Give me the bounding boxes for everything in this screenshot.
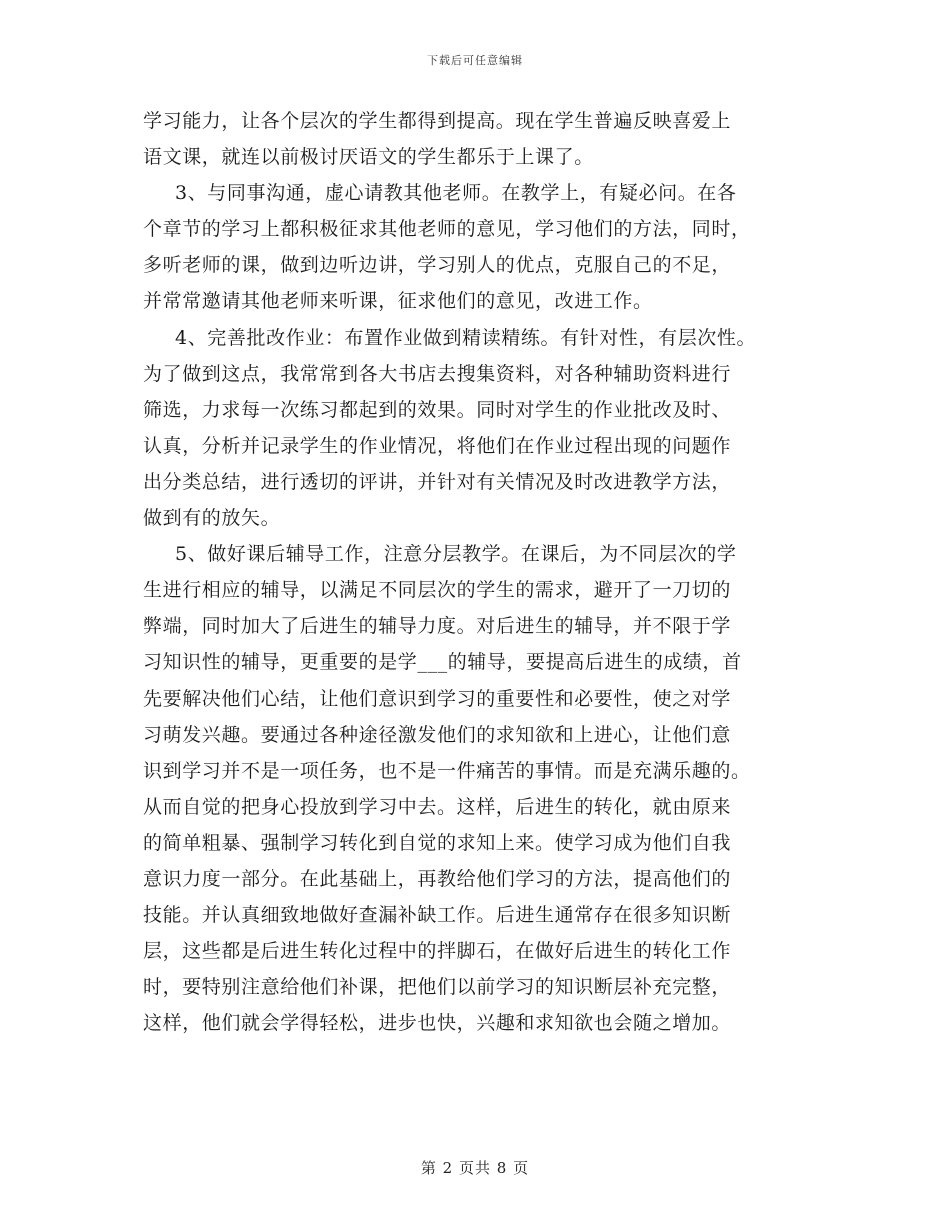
paragraph-3-start: 3、与同事沟通，虚心请教其他老师。在教学上，有疑必问。在各 xyxy=(175,182,737,205)
text-line: 为了做到这点，我常常到各大书店去搜集资料，对各种辅助资料进行 xyxy=(143,362,732,385)
text-line: 的简单粗暴、强制学习转化到自觉的求知上来。使学习成为他们自我 xyxy=(143,831,732,854)
page-header: 下载后可任意编辑 xyxy=(427,54,523,67)
text-line: 认真，分析并记录学生的作业情况，将他们在作业过程出现的问题作 xyxy=(143,434,732,457)
text-line: 筛选，力求每一次练习都起到的效果。同时对学生的作业批改及时、 xyxy=(143,398,732,421)
text-line: 层，这些都是后进生转化过程中的拌脚石，在做好后进生的转化工作 xyxy=(143,940,732,963)
text-line: 技能。并认真细致地做好查漏补缺工作。后进生通常存在很多知识断 xyxy=(143,904,732,927)
text-line: 出分类总结，进行透切的评讲，并针对有关情况及时改进教学方法， xyxy=(143,470,732,493)
text-line: 意识力度一部分。在此基础上，再教给他们学习的方法，提高他们的 xyxy=(143,867,732,890)
text-line: 弊端，同时加大了后进生的辅导力度。对后进生的辅导，并不限于学 xyxy=(143,615,732,638)
paragraph-4-start: 4、完善批改作业：布置作业做到精读精练。有针对性，有层次性。 xyxy=(175,326,757,349)
text-line: 个章节的学习上都积极征求其他老师的意见，学习他们的方法，同时， xyxy=(143,218,751,241)
document-body xyxy=(143,103,833,1041)
paragraph-5-start: 5、做好课后辅导工作，注意分层教学。在课后，为不同层次的学 xyxy=(175,543,737,566)
text-line: 做到有的放矢。 xyxy=(143,507,281,530)
text-line: 多听老师的课，做到边听边讲，学习别人的优点，克服自己的不足， xyxy=(143,254,732,277)
text-line: 习萌发兴趣。要通过各种途径激发他们的求知欲和上进心，让他们意 xyxy=(143,723,732,746)
text-line: 语文课，就连以前极讨厌语文的学生都乐于上课了。 xyxy=(143,146,594,169)
text-line: 生进行相应的辅导，以满足不同层次的学生的需求，避开了一刀切的 xyxy=(143,579,732,602)
text-line: 这样，他们就会学得轻松，进步也快，兴趣和求知欲也会随之增加。 xyxy=(143,1012,732,1035)
text-line: 时，要特别注意给他们补课，把他们以前学习的知识断层补充完整， xyxy=(143,976,732,999)
text-line: 先要解决他们心结，让他们意识到学习的重要性和必要性，使之对学 xyxy=(143,687,732,710)
text-line: 并常常邀请其他老师来听课，征求他们的意见，改进工作。 xyxy=(143,290,653,313)
text-line: 学习能力，让各个层次的学生都得到提高。现在学生普遍反映喜爱上 xyxy=(143,110,732,132)
text-line: 从而自觉的把身心投放到学习中去。这样，后进生的转化，就由原来 xyxy=(143,795,732,818)
text-line: 习知识性的辅导，更重要的是学___的辅导，要提高后进生的成绩，首 xyxy=(143,651,742,674)
page-number: 第 2 页共 8 页 xyxy=(420,1159,530,1177)
text-line: 识到学习并不是一项任务，也不是一件痛苦的事情。而是充满乐趣的。 xyxy=(143,759,751,782)
